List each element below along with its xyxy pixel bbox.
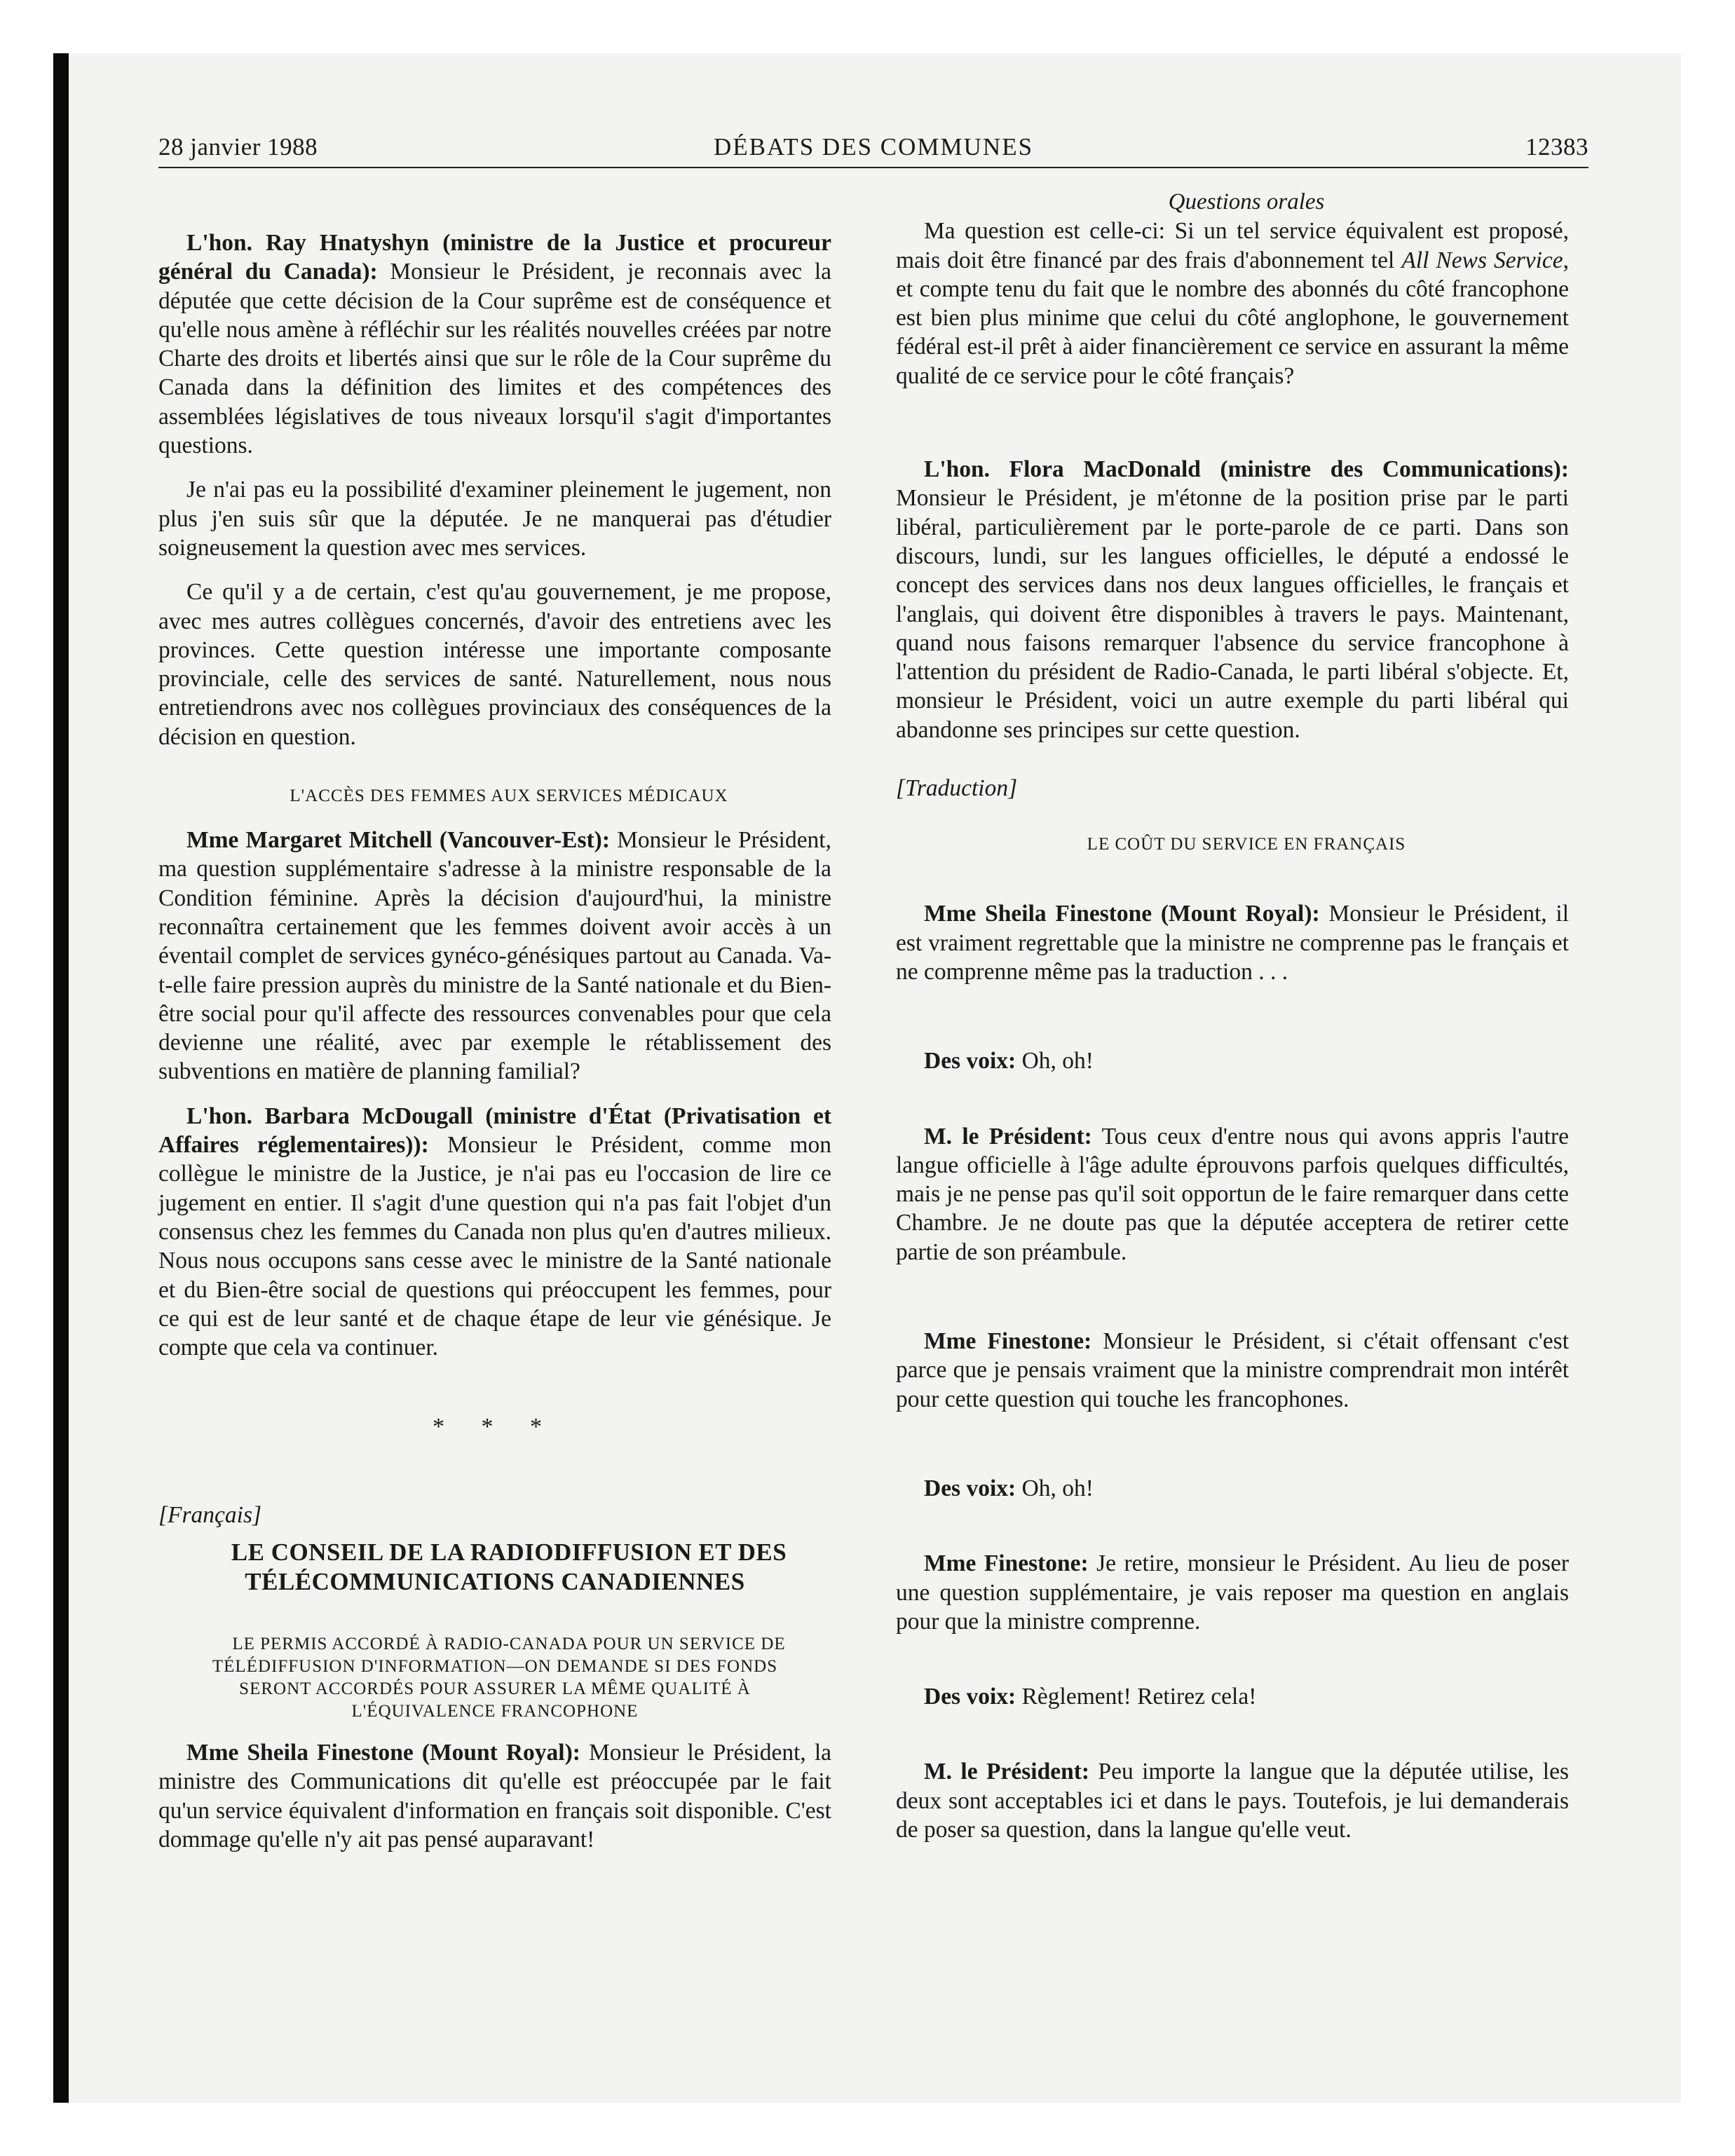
speech-italic: All News Service [1401, 247, 1563, 273]
speech-text: Monsieur le Président, je m'étonne de la position prise par le parti libéral, particulièrement par le porte-parole de ce parti. Dans son discours, lundi, sur les langues officielles, le député a endossé le concept des services dans nos deux langues officielles, le français et l'anglais, qui doivent être disponibles à travers le pays. Maintenant, quand nous faisons remarquer l'absence du service francophone à l'attention du président de Radio-Canada, le parti libéral s'objecte. Et, monsieur le Président, voici un autre exemple du parti libéral qui abandonne ses principes sur cette question. [896, 485, 1569, 743]
paragraph-hnatyshyn [158, 228, 831, 460]
paragraph-hnatyshyn-3: Ce qu'il y a de certain, c'est qu'au gouvernement, je me propose, avec mes autres collègues concernés, d'avoir des entretiens avec les provinces. Cette question intéresse une importante composante provinciale, celle des services de santé. Naturellement, nous nous entretiendrons avec nos collègues provinciaux des conséquences de la décision en question. [158, 579, 831, 750]
speaker-name: Des voix: [924, 1475, 1016, 1501]
language-tag-text: [Français] [158, 1501, 262, 1528]
speaker-name: L'hon. Ray Hnatyshyn (ministre de la Justice et procureur général du Canada): [158, 230, 831, 285]
speech-text: Monsieur le Président, il est vraiment regrettable que la ministre ne comprenne pas le français et ne comprenne même pas la traduction . . . [896, 901, 1570, 985]
speaker-name: L'hon. Flora MacDonald (ministre des Communications): [924, 456, 1569, 483]
paragraph-president-2 [896, 1757, 1569, 1844]
binding-edge-bar [53, 53, 69, 2103]
column-header-text: Questions orales [1168, 189, 1325, 214]
speech-text: Tous ceux d'entre nous qui avons appris l'autre langue officielle à l'âge adulte éprouvons parfois quelques difficultés, mais je ne pense pas qu'il soit opportun de le faire remarquer dans cette Chambre. Je ne doute pas que la députée acceptera de retirer cette partie de son préambule. [896, 1123, 1569, 1265]
header-rule [158, 167, 1588, 168]
subheading-permis: LE PERMIS ACCORDÉ À RADIO-CANADA POUR UN SERVICE DE TÉLÉDIFFUSION D'INFORMATION—ON DEMANDE SI DES FONDS SERONT ACCORDÉS POUR ASSURER LA MÊME QUALITÉ À L'ÉQUIVALENCE FRANCOPHONE [212, 1634, 786, 1721]
speech-text: Oh, oh! [1016, 1048, 1094, 1074]
speech-text: Monsieur le Président, comme mon collègue le ministre de la Justice, je n'ai pas eu l'occasion de lire ce jugement en entier. Il s'agit d'une question qui n'a pas fait l'objet d'un consensus chez les femmes du Canada non plus qu'en d'autres milieux. Nous nous occupons sans cesse avec le ministre de la Santé nationale et du Bien-être social de questions qui préoccupent les femmes, pour ce qui est de leur santé et de chaque étape de leur vie génésique. Je compte que cela va continuer. [158, 1132, 831, 1361]
header-date: 28 janvier 1988 [158, 133, 318, 161]
paragraph-voix-3 [896, 1682, 1569, 1711]
speech-text: Peu importe la langue que la députée utilise, les deux sont acceptables ici et dans le pays. Toutefois, je lui demanderais de poser sa question, dans la langue qu'elle veut. [896, 1759, 1569, 1843]
speech-text: , et compte tenu du fait que le nombre des abonnés du côté francophone est bien plus minime que celui du côté anglophone, le gouvernement fédéral est-il prêt à aider financièrement ce service en assurant la même qualité de ce service pour le côté français? [896, 247, 1569, 389]
speaker-name: M. le Président: [924, 1123, 1092, 1149]
header-page-number: 12383 [1525, 133, 1588, 161]
speaker-name: Mme Finestone: [924, 1550, 1089, 1577]
paragraph-voix-1 [896, 1046, 1569, 1075]
speech-text: Monsieur le Président, la ministre des Communications dit qu'elle est préoccupée par le fait qu'un service équivalent d'information en français soit disponible. C'est dommage qu'elle n'y ait pas pensé auparavant! [158, 1739, 832, 1853]
left-column [158, 188, 831, 1854]
speaker-name: Des voix: [924, 1684, 1016, 1710]
speech-text: Monsieur le Président, ma question supplémentaire s'adresse à la ministre responsable de la Condition féminine. Après la décision d'aujourd'hui, la ministre reconnaîtra certainement que les femmes doivent avoir accès à un éventail complet de services gynéco-génésiques partout au Canada. Va-t-elle faire pression auprès du ministre de la Santé nationale et du Bien-être social pour qu'il affecte des ressources convenables pour que cela devienne une réalité, avec par exemple le rétablissement des subventions en matière de planning familial? [158, 827, 831, 1085]
speaker-name: Mme Sheila Finestone (Mount Royal): [186, 1739, 580, 1766]
section-heading-acces-femmes: L'ACCÈS DES FEMMES AUX SERVICES MÉDICAUX [290, 786, 728, 806]
paragraph-finestone-3 [896, 1327, 1569, 1414]
paragraph-mcdougall [158, 1102, 831, 1363]
speaker-name: Des voix: [924, 1048, 1016, 1074]
speech-text: Monsieur le Président, je reconnais avec la députée que cette décision de la Cour suprême est de conséquence et qu'elle nous amène à réfléchir sur les réalités nouvelles créées par notre Charte des droits et libertés ainsi que sur le rôle de la Cour suprême du Canada dans la définition des limites et des compétences des assemblées législatives de tous niveaux lorsqu'il s'agit d'importantes questions. [158, 259, 831, 459]
paragraph-president-1 [896, 1122, 1569, 1267]
paragraph-mitchell [158, 826, 831, 1086]
column-header-questions-orales [896, 188, 1569, 217]
speaker-name: L'hon. Barbara McDougall (ministre d'État (Privatisation et Affaires réglementaires)): [158, 1103, 831, 1159]
paragraph-macdonald [896, 455, 1569, 744]
paragraph-finestone-2 [896, 899, 1569, 986]
right-column [896, 188, 1569, 1844]
language-tag-text: [Traduction] [896, 775, 1018, 802]
speaker-name: M. le Président: [924, 1759, 1090, 1785]
speech-text: Oh, oh! [1016, 1475, 1094, 1501]
paragraph-finestone-question [896, 217, 1569, 390]
speech-text: Ma question est celle-ci: Si un tel service équivalent est proposé, mais doit être financé par des frais d'abonnement tel [896, 218, 1569, 273]
language-tag-traduction [896, 774, 1569, 803]
running-header [158, 133, 1588, 167]
section-heading-cout-service: LE COÛT DU SERVICE EN FRANÇAIS [1087, 835, 1406, 854]
speech-text: Règlement! Retirez cela! [1016, 1684, 1257, 1710]
paragraph-finestone-4 [896, 1549, 1569, 1636]
speech-text: Monsieur le Président, si c'était offensant c'est parce que je pensais vraiment que la ministre comprendrait mon intérêt pour cette question qui touche les francophones. [896, 1328, 1570, 1412]
paragraph-voix-2 [896, 1474, 1569, 1503]
paragraph-finestone-1 [158, 1738, 831, 1854]
speech-text: Je retire, monsieur le Président. Au lieu de poser une question supplémentaire, je vais reposer ma question en anglais pour que la ministre comprenne. [896, 1550, 1569, 1635]
header-publication: DÉBATS DES COMMUNES [713, 133, 1034, 161]
section-separator-stars: * * * [433, 1414, 557, 1440]
speaker-name: Mme Sheila Finestone (Mount Royal): [924, 901, 1320, 927]
speaker-name: Mme Margaret Mitchell (Vancouver-Est): [186, 827, 610, 854]
speaker-name: Mme Finestone: [924, 1328, 1092, 1355]
language-tag-francais [158, 1501, 831, 1529]
main-heading-crtc: LE CONSEIL DE LA RADIODIFFUSION ET DES TÉLÉCOMMUNICATIONS CANADIENNES [231, 1538, 787, 1595]
paragraph-hnatyshyn-2: Je n'ai pas eu la possibilité d'examiner pleinement le jugement, non plus j'en suis sûr que la députée. Je ne manquerai pas d'étudier soigneusement la question avec mes services. [158, 477, 831, 561]
